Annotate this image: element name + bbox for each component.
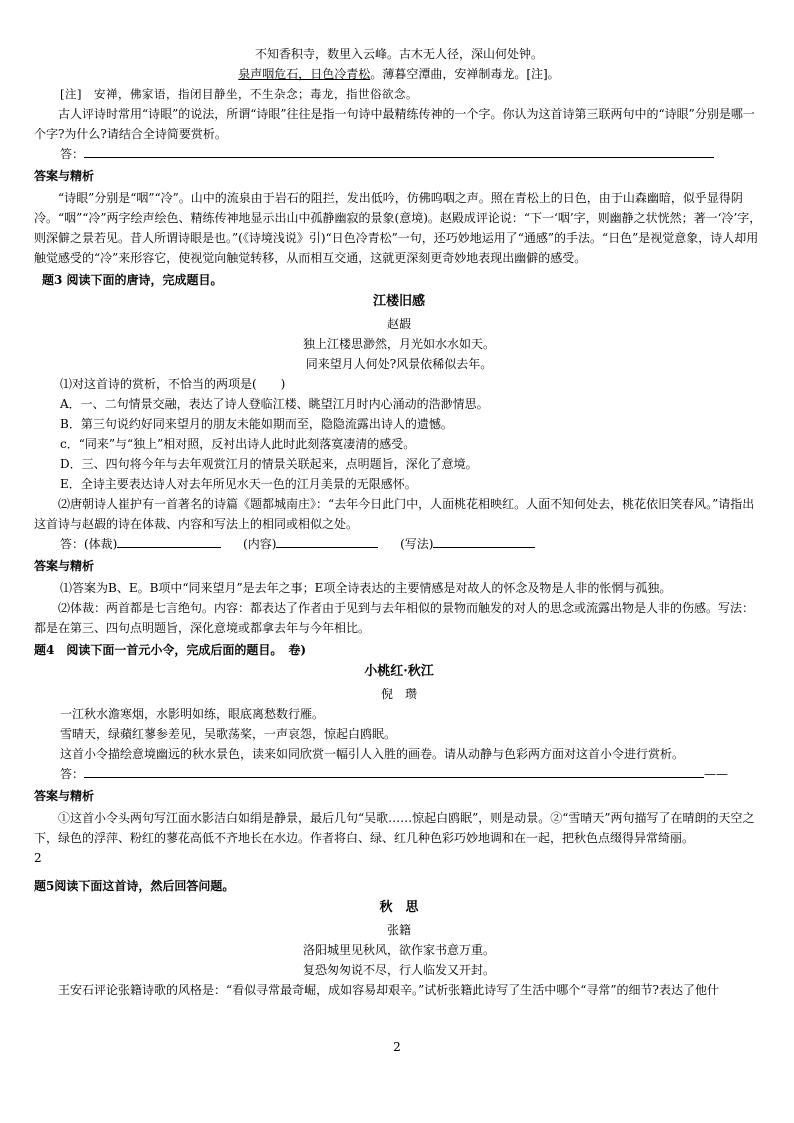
question3-heading: 题3 阅读下面的唐诗，完成题目。 [42, 273, 223, 287]
fill-blank-content[interactable] [276, 535, 378, 548]
answer-line-4 [34, 764, 764, 784]
fill-label-content: (内容) [243, 537, 277, 551]
question3-sub2: ⑵唐朝诗人崔护有一首著名的诗篇《题都城南庄》：“去年今日此门中，人面桃花相映红。人面不知何处去，桃花依旧笑春风。”请指出这首诗与赵嘏的诗在体裁、内容和写法上的相同或相似之处。 [34, 497, 755, 531]
answer-prompt-4: 答： [60, 767, 85, 781]
question5-text: 王安石评论张籍诗歌的风格是：“看似寻常最奇崛，成如容易却艰辛。”试析张籍此诗写了生活中哪个“寻常”的细节?表达了他什 [58, 983, 719, 997]
poem1-line2-underlined: 泉声咽危石，日色冷青松 [238, 67, 371, 81]
fill-in-row [34, 534, 764, 554]
stray-page-number: 2 [34, 851, 42, 865]
poem1-note: [注] 安禅，佛家语，指闭目静坐，不生杂念；毒龙，指世俗欲念。 [60, 87, 418, 101]
option-e: E．全诗主要表达诗人对去年所见水天一色的江月美景的无限感怀。 [60, 477, 417, 491]
poem5-title: 秋 思 [379, 900, 419, 915]
poem3-author: 赵嘏 [386, 317, 411, 331]
page-number: 2 [393, 1040, 401, 1054]
question3-sub1: ⑴对这首诗的赏析，不恰当的两项是( ) [60, 377, 286, 391]
option-a: A．一、二句情景交融，表达了诗人登临江楼、眺望江月时内心涌动的浩渺情思。 [60, 397, 489, 411]
option-c: c．“同来”与“独上”相对照，反衬出诗人此时此刻落寞凄清的感受。 [60, 437, 416, 451]
poem4-author: 倪 瓒 [380, 687, 417, 701]
answer-line-1 [34, 144, 764, 164]
answer-heading-1: 答案与精析 [34, 169, 95, 183]
question4-heading: 题4 阅读下面一首元小令，完成后面的题目。 卷) [34, 643, 307, 657]
question4-text: 这首小令描绘意境幽远的秋水景色，读来如同欣赏一幅引人入胜的画卷。请从动静与色彩两方面对这首小令进行赏析。 [60, 747, 685, 761]
poem1-line1: 不知香积寺，数里入云峰。古木无人径，深山何处钟。 [254, 47, 543, 61]
fill-label-genre: 答：(体裁) [60, 537, 118, 551]
question5-heading: 题5阅读下面这首诗，然后回答问题。 [34, 879, 235, 893]
answer4-text: ①这首小令头两句写江面水影洁白如绢是静景，最后几句“吴歌……惊起白鸥眠”，则是动景。②“雪晴天”两句描写了在晴朗的天空之下，绿色的浮萍、粉红的蓼花高低不齐地长在水边。作者将白、绿、红几种色彩巧妙地调和在一起，把秋色点缀得异常绮丽。 [34, 811, 755, 845]
poem5-author: 张籍 [386, 923, 411, 937]
document-page [34, 44, 764, 1000]
answer-heading-4: 答案与精析 [34, 789, 95, 803]
question1-text: 古人评诗时常用“诗眼”的说法，所谓“诗眼”往往是指一句诗中最精练传神的一个字。你认为这首诗第三联两句中的“诗眼”分别是哪一个字?为什么?请结合全诗简要赏析。 [34, 107, 755, 141]
answer-dash: —— [704, 767, 729, 781]
poem3-line1: 独上江楼思渺然，月光如水水如天。 [302, 337, 495, 351]
option-d: D．三、四句将今年与去年观赏江月的情景关联起来，点明题旨，深化了意境。 [60, 457, 478, 471]
answer3-part1: ⑴答案为B、E。B项中“同来望月”是去年之事；E项全诗表达的主要情感是对故人的怀念及物是人非的怅惘与孤独。 [60, 581, 672, 595]
poem4-line2: 雪晴天，绿蘋红蓼参差见，吴歌荡桨，一声哀怨，惊起白鸥眠。 [60, 727, 397, 741]
poem4-line1: 一江秋水澹寒烟，水影明如练，眼底离愁数行雁。 [60, 707, 325, 721]
option-b: B．第三句说约好同来望月的朋友未能如期而至，隐隐流露出诗人的遗憾。 [60, 417, 453, 431]
fill-blank-technique[interactable] [433, 535, 535, 548]
poem3-line2: 同来望月人何处?风景依稀似去年。 [305, 357, 493, 371]
poem5-line1: 洛阳城里见秋风，欲作家书意万重。 [302, 943, 495, 957]
answer3-part2: ⑵体裁：两首都是七言绝句。内容：都表达了作者由于见到与去年相似的景物而触发的对人的思念或流露出物是人非的伤感。写法：都是在第三、四句点明题旨，深化意境或都拿去年与今年相比。 [34, 601, 755, 635]
poem1-line2-rest: 。薄暮空潭曲，安禅制毒龙。[注]。 [370, 67, 560, 81]
fill-blank-genre[interactable] [117, 535, 221, 548]
answer-blank-4[interactable] [84, 765, 704, 778]
answer1-text: “诗眼”分别是“咽”“冷”。山中的流泉由于岩石的阻拦，发出低吟，仿佛呜咽之声。照在青松上的日色，由于山森幽暗，似乎显得阴冷。“咽”“冷”两字绘声绘色、精练传神地显示出山中孤静幽寂的景象(意境)。赵殿成评论说：“下一‘咽’字，则幽静之状恍然；著一‘冷’字，则深僻之景若见。昔人所谓诗眼是也。”(《诗境浅说》引)“日色冷青松”一句，还巧妙地运用了“通感”的手法。“日色”是视觉意象，诗人却用触觉感受的“冷”来形容它，使视觉向触觉转移，从而相互交通，这就更深刻更奇妙地表现出幽僻的感受。 [34, 191, 762, 265]
poem5-line2: 复恐匆匆说不尽，行人临发又开封。 [302, 963, 495, 977]
poem1-line2 [34, 64, 764, 84]
poem3-title: 江楼旧感 [372, 294, 425, 309]
poem4-title: 小桃红·秋江 [364, 664, 434, 679]
answer-prompt: 答： [60, 147, 85, 161]
fill-label-technique: (写法) [400, 537, 434, 551]
answer-heading-3: 答案与精析 [34, 559, 95, 573]
answer-blank[interactable] [84, 145, 714, 158]
